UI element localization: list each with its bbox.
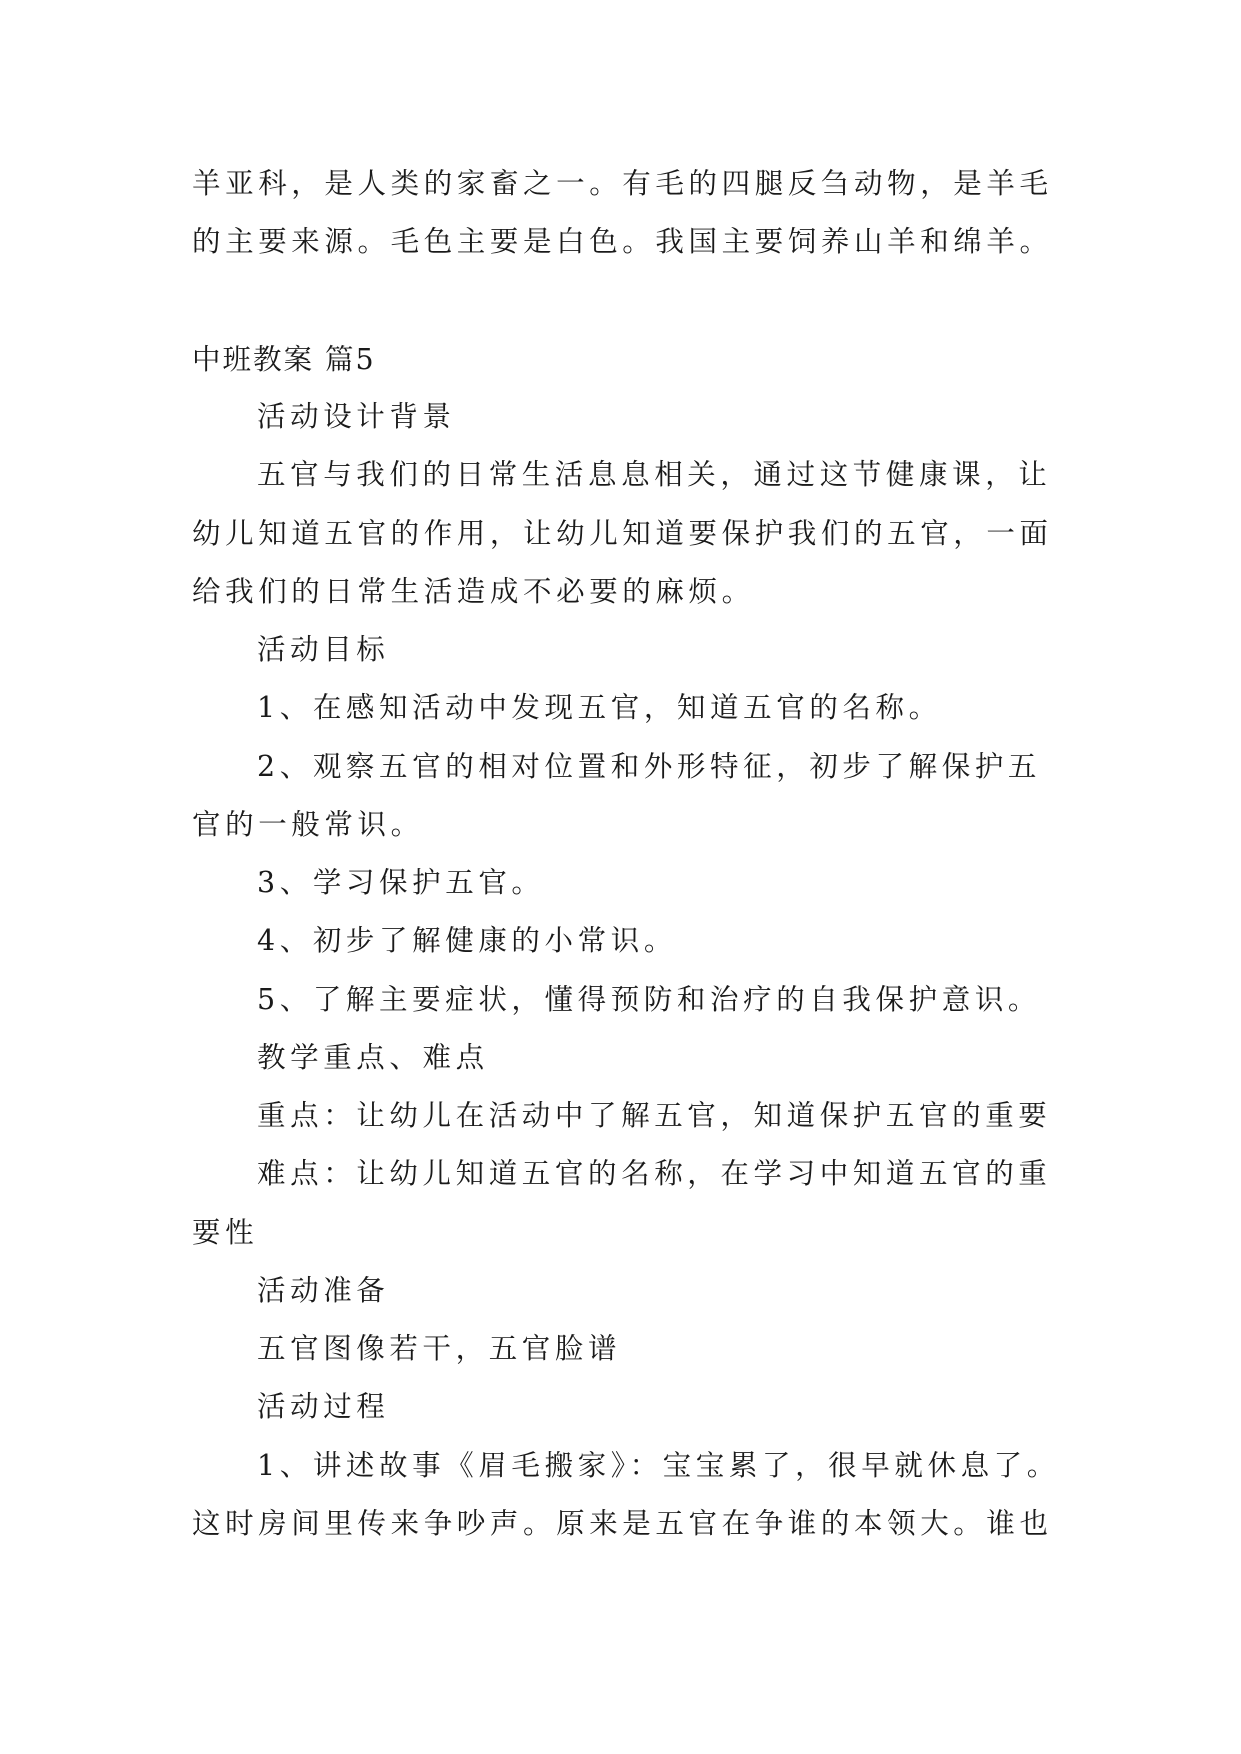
paragraph-line: 五官图像若干，五官脸谱 <box>257 1332 622 1365</box>
paragraph-line: 的主要来源。毛色主要是白色。我国主要饲养山羊和绵羊。 <box>192 225 1053 258</box>
paragraph-line: 要性 <box>192 1216 259 1249</box>
paragraph-line: 1、讲述故事《眉毛搬家》：宝宝累了，很早就休息了。 <box>257 1449 1060 1482</box>
section-heading: 教学重点、难点 <box>257 1041 489 1074</box>
paragraph-line: 给我们的日常生活造成不必要的麻烦。 <box>192 575 755 608</box>
section-heading: 活动准备 <box>257 1274 390 1307</box>
list-item: 4、初步了解健康的小常识。 <box>257 924 677 957</box>
list-item: 2、观察五官的相对位置和外形特征，初步了解保护五 <box>257 750 1042 783</box>
list-item: 5、了解主要症状，懂得预防和治疗的自我保护意识。 <box>257 983 1042 1016</box>
paragraph-line: 五官与我们的日常生活息息相关，通过这节健康课，让 <box>257 458 1052 491</box>
section-heading: 活动设计背景 <box>257 400 456 433</box>
paragraph-line: 重点：让幼儿在活动中了解五官，知道保护五官的重要 <box>257 1099 1052 1132</box>
paragraph-line: 幼儿知道五官的作用，让幼儿知道要保护我们的五官，一面 <box>192 517 1053 550</box>
paragraph-line: 羊亚科，是人类的家畜之一。有毛的四腿反刍动物，是羊毛 <box>192 167 1053 200</box>
section-title: 中班教案 篇5 <box>192 343 376 376</box>
paragraph-line: 这时房间里传来争吵声。原来是五官在争谁的本领大。谁也 <box>192 1507 1053 1540</box>
paragraph-line: 难点：让幼儿知道五官的名称，在学习中知道五官的重 <box>257 1157 1052 1190</box>
list-item: 3、学习保护五官。 <box>257 866 545 899</box>
section-heading: 活动目标 <box>257 633 390 666</box>
list-item: 1、在感知活动中发现五官，知道五官的名称。 <box>257 691 942 724</box>
section-heading: 活动过程 <box>257 1390 390 1423</box>
list-item-continuation: 官的一般常识。 <box>192 808 424 841</box>
